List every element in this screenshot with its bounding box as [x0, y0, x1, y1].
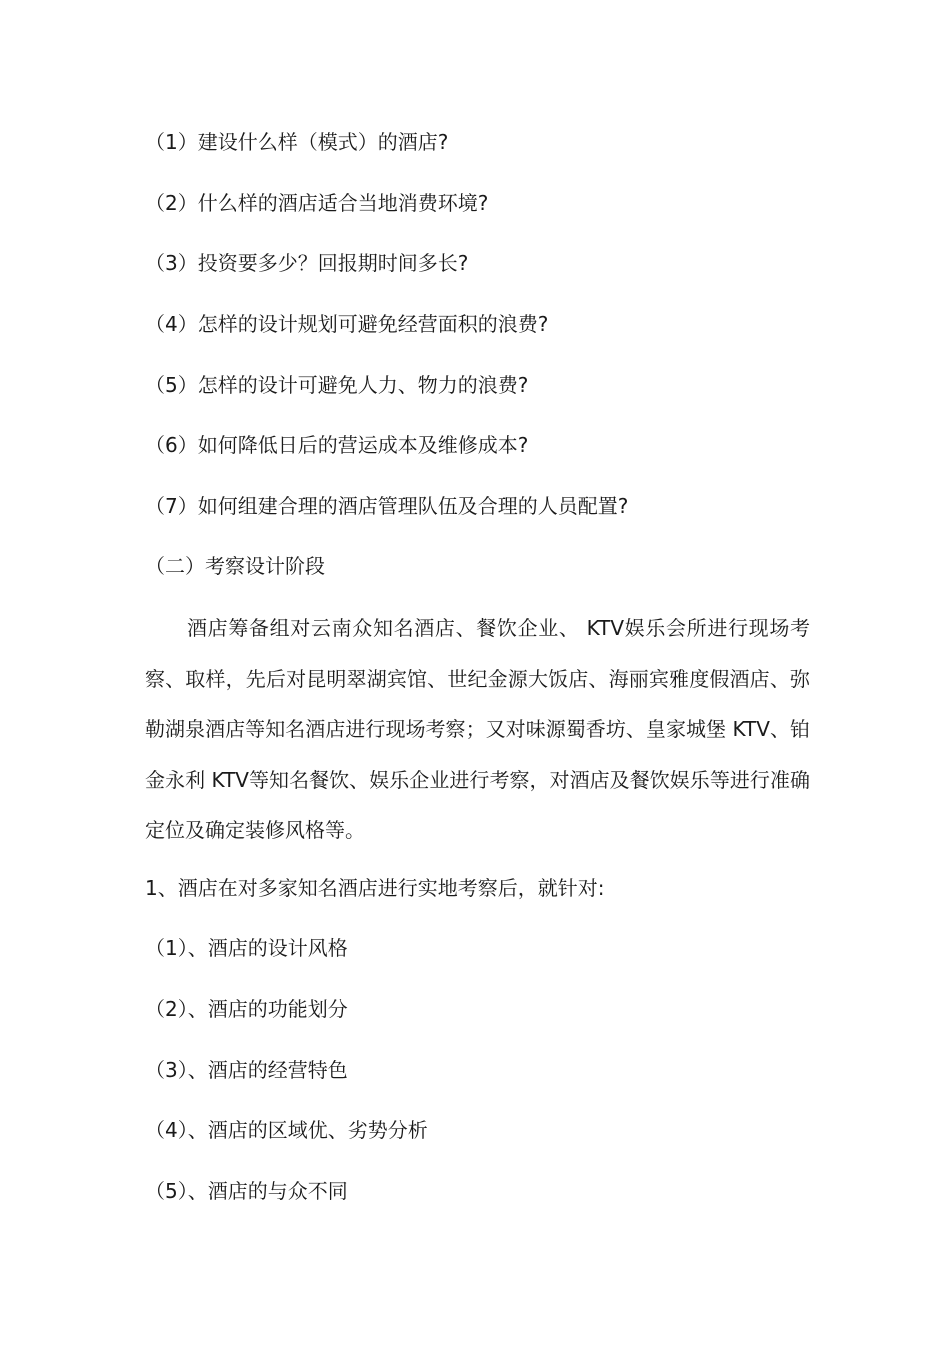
focus-item-3: （3）、酒店的经营特色: [145, 1058, 348, 1082]
question-item-7: （7）如何组建合理的酒店管理队伍及合理的人员配置?: [145, 494, 629, 518]
focus-item-4: （4）、酒店的区域优、劣势分析: [145, 1118, 428, 1142]
focus-item-2: （2）、酒店的功能划分: [145, 997, 348, 1021]
focus-item-1: （1）、酒店的设计风格: [145, 936, 348, 960]
question-item-4: （4）怎样的设计规划可避免经营面积的浪费?: [145, 312, 549, 336]
question-item-6: （6）如何降低日后的营运成本及维修成本?: [145, 433, 529, 457]
focus-item-5: （5）、酒店的与众不同: [145, 1179, 348, 1203]
question-item-2: （2）什么样的酒店适合当地消费环境?: [145, 191, 489, 215]
section-heading: （二）考察设计阶段: [145, 554, 325, 578]
question-item-5: （5）怎样的设计可避免人力、物力的浪费?: [145, 373, 529, 397]
question-item-3: （3）投资要多少？回报期时间多长?: [145, 251, 469, 275]
question-item-1: （1）建设什么样（模式）的酒店?: [145, 130, 449, 154]
body-paragraph: 酒店筹备组对云南众知名酒店、餐饮企业、 KTV娱乐会所进行现场考察、取样，先后对昆明翠湖宾馆、世纪金源大饭店、海丽宾雅度假酒店、弥勒湖泉酒店等知名酒店进行现场考察；又对味源蜀香坊、皇家城堡 KTV、铂金永利 KTV等知名餐饮、娱乐企业进行考察，对酒店及餐饮娱乐等进行准确定位及确定装修风格等。: [145, 616, 810, 842]
point-intro: 1、酒店在对多家知名酒店进行实地考察后，就针对:: [145, 876, 605, 900]
